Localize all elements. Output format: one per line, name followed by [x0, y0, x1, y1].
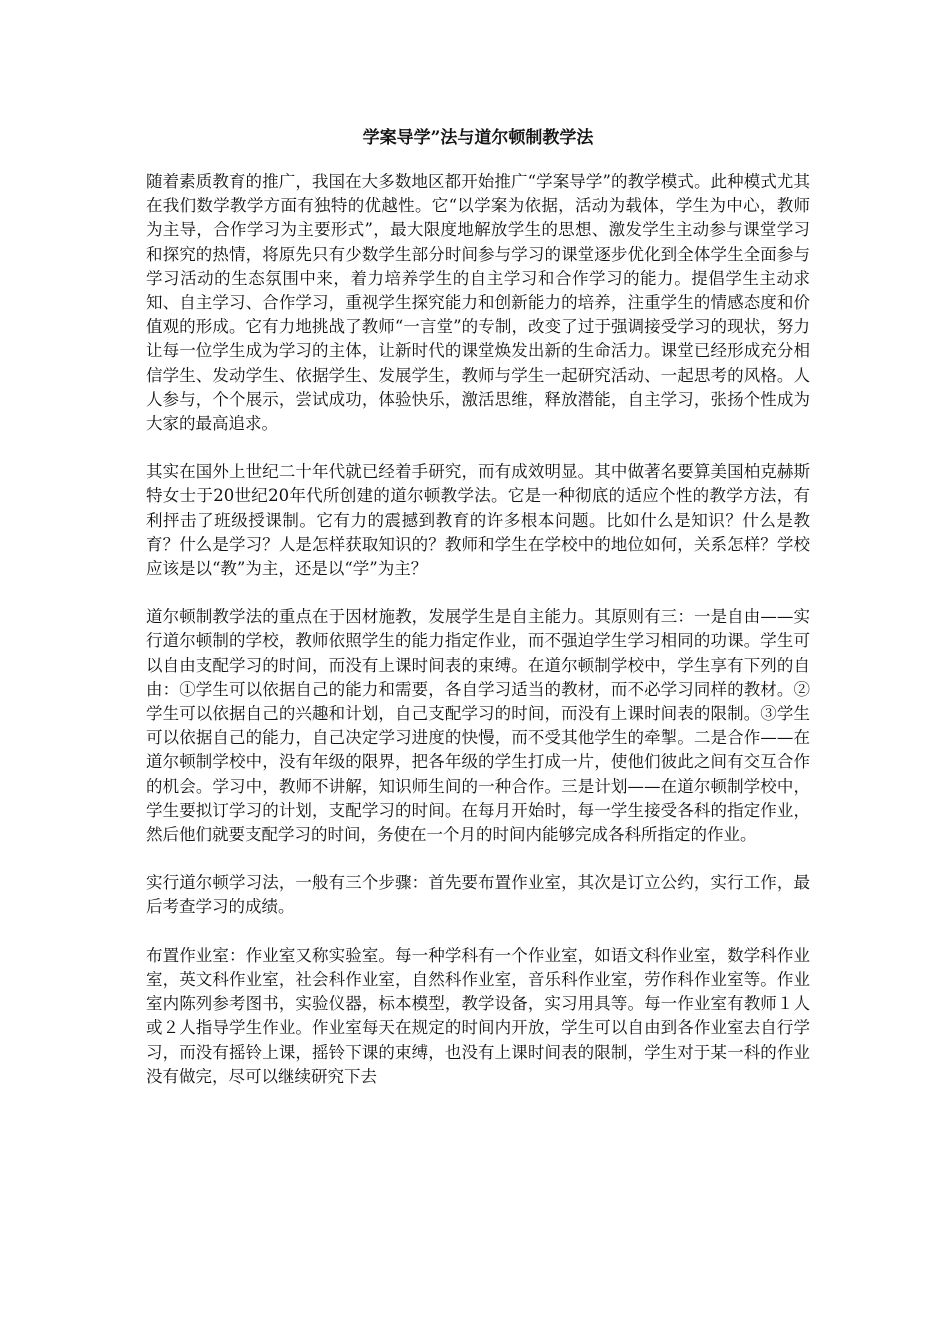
document-title: 学案导学”法与道尔顿制教学法	[362, 128, 594, 148]
paragraph-2: 其实在国外上世纪二十年代就已经着手研究，而有成效明显。其中做著名要算美国柏克赫斯特女士于20世纪20年代所创建的道尔顿教学法。它是一种彻底的适应个性的教学方法，有利抨击了班级授课制。它有力的震撼到教育的许多根本问题。比如什么是知识？什么是教育？什么是学习？人是怎样获取知识的？教师和学生在学校中的地位如何，关系怎样？学校应该是以“教”为主，还是以“学”为主？	[146, 462, 810, 579]
paragraph-4: 实行道尔顿学习法，一般有三个步骤：首先要布置作业室，其次是订立公约，实行工作，最后考查学习的成绩。	[146, 873, 810, 917]
paragraph-1: 随着素质教育的推广，我国在大多数地区都开始推广“学案导学”的教学模式。此种模式尤其在我们数学教学方面有独特的优越性。它“以学案为依据，活动为载体，学生为中心，教师为主导，合作学习为主要形式”，最大限度地解放学生的思想、激发学生主动参与课堂学习和探究的热情，将原先只有少数学生部分时间参与学习的课堂逐步优化到全体学生全面参与学习活动的生态氛围中来，着力培养学生的自主学习和合作学习的能力。提倡学生主动求知、自主学习、合作学习，重视学生探究能力和创新能力的培养，注重学生的情感态度和价值观的形成。它有力地挑战了教师“一言堂”的专制，改变了过于强调接受学习的现状，努力让每一位学生成为学习的主体，让新时代的课堂焕发出新的生命活力。课堂已经形成充分相信学生、发动学生、依据学生、发展学生，教师与学生一起研究活动、一起思考的风格。人人参与，个个展示，尝试成功，体验快乐，激活思维，释放潜能，自主学习，张扬个性成为大家的最高追求。	[146, 172, 810, 434]
paragraph-5: 布置作业室：作业室又称实验室。每一种学科有一个作业室，如语文科作业室，数学科作业室，英文科作业室，社会科作业室，自然科作业室，音乐科作业室，劳作科作业室等。作业室内陈列参考图书，实验仪器，标本模型，教学设备，实习用具等。每一作业室有教师１人或２人指导学生作业。作业室每天在规定的时间内开放，学生可以自由到各作业室去自行学习，而没有摇铃上课，摇铃下课的束缚，也没有上课时间表的限制，学生对于某一科的作业没有做完，尽可以继续研究下去	[146, 945, 810, 1086]
document-page	[146, 0, 810, 1089]
paragraph-3: 道尔顿制教学法的重点在于因材施教，发展学生是自主能力。其原则有三：一是自由——实行道尔顿制的学校，教师依照学生的能力指定作业，而不强迫学生学习相同的功课。学生可以自由支配学习的时间，而没有上课时间表的束缚。在道尔顿制学校中，学生享有下列的自由：①学生可以依据自己的能力和需要，各自学习适当的教材，而不必学习同样的教材。②学生可以依据自己的兴趣和计划，自己支配学习的时间，而没有上课时间表的限制。③学生可以依据自己的能力，自己决定学习进度的快慢，而不受其他学生的牵掣。二是合作——在道尔顿制学校中，没有年级的限界，把各年级的学生打成一片，使他们彼此之间有交互合作的机会。学习中，教师不讲解，知识师生间的一种合作。三是计划——在道尔顿制学校中，学生要拟订学习的计划，支配学习的时间。在每月开始时，每一学生接受各科的指定作业，然后他们就要支配学习的时间，务使在一个月的时间内能够完成各科所指定的作业。	[146, 607, 810, 845]
